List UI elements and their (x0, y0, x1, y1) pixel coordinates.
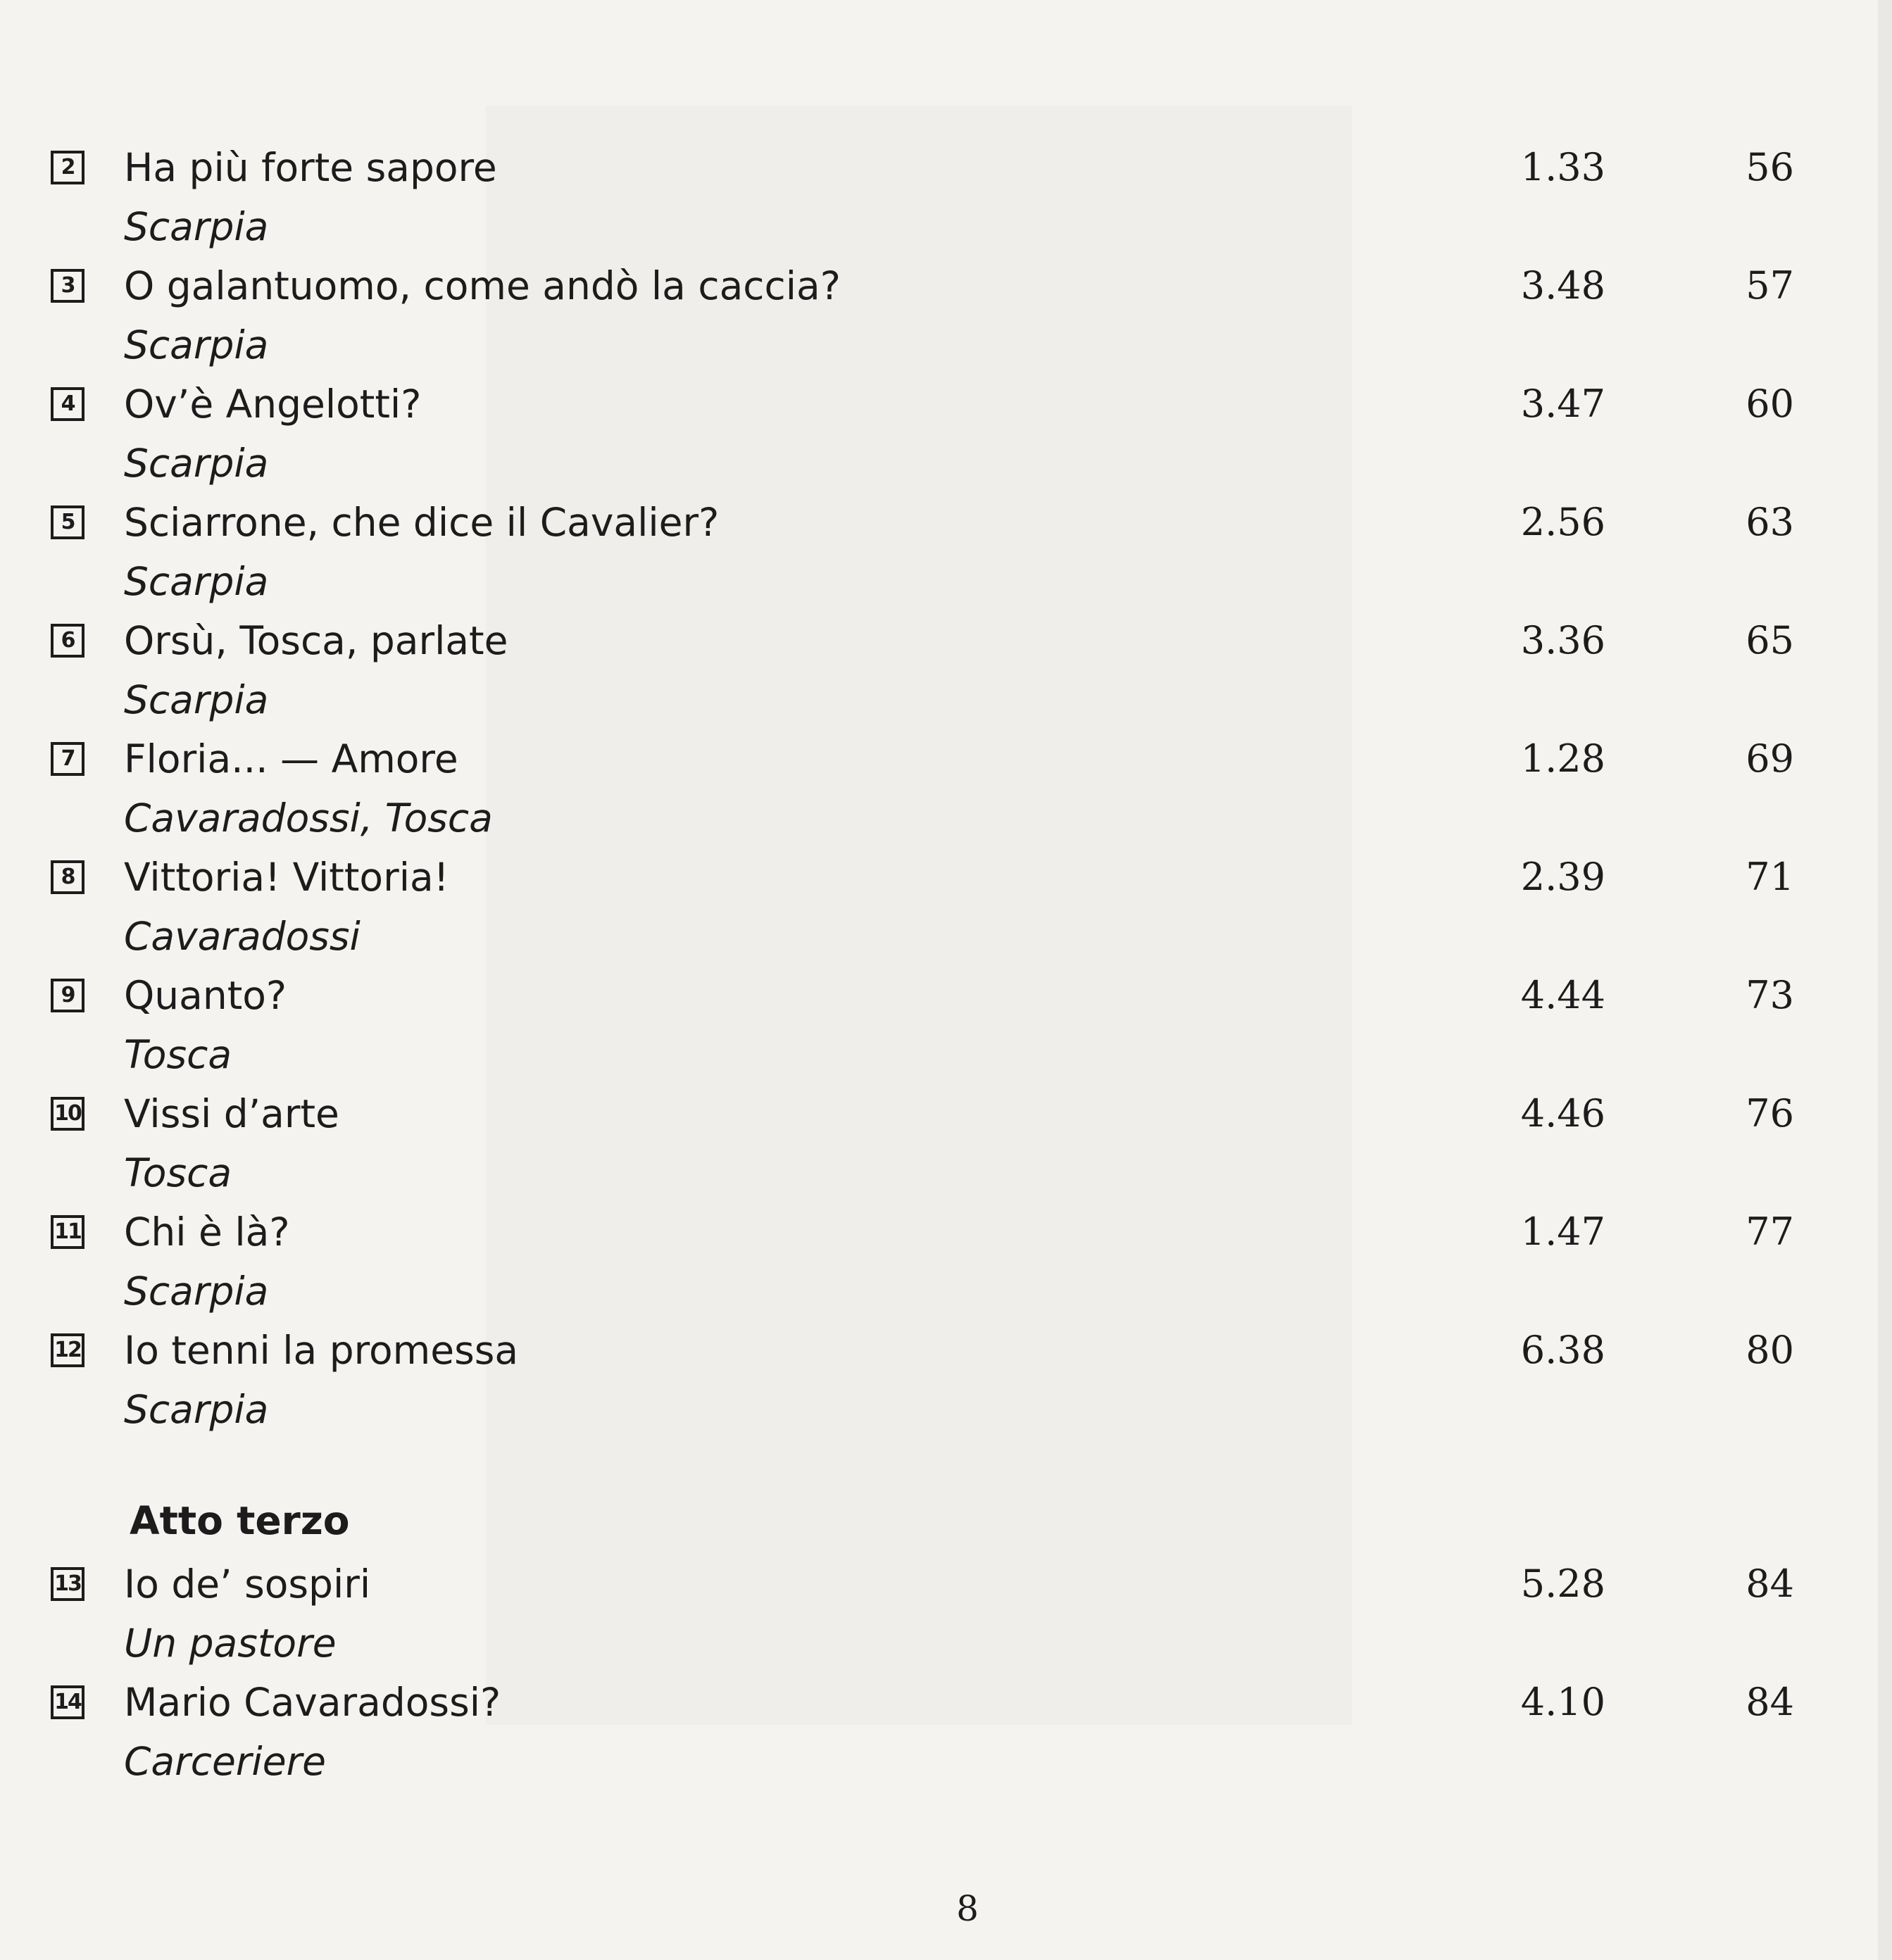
track-page: 57 (1746, 263, 1794, 308)
track-role: Cavaradossi (124, 914, 361, 959)
track-duration: 4.46 (1520, 1091, 1605, 1136)
track-title: Quanto? (124, 973, 287, 1018)
track-page: 77 (1746, 1210, 1794, 1254)
track-entry (0, 377, 1892, 496)
track-number-box: 13 (51, 1567, 84, 1601)
track-title: Ov’è Angelotti? (124, 382, 422, 427)
track-page: 71 (1746, 855, 1794, 899)
track-number-box: 10 (51, 1097, 84, 1131)
track-duration: 4.10 (1520, 1680, 1605, 1724)
track-title: Io de’ sospiri (124, 1562, 371, 1607)
track-number-box: 9 (51, 979, 84, 1012)
track-role: Scarpia (124, 1387, 269, 1432)
track-duration: 3.47 (1520, 382, 1605, 426)
track-number-box: 3 (51, 269, 84, 303)
track-duration: 4.44 (1520, 973, 1605, 1017)
track-number-box: 11 (51, 1215, 84, 1249)
track-role: Tosca (124, 1150, 232, 1195)
track-role: Tosca (124, 1032, 232, 1077)
track-entry (0, 732, 1892, 850)
track-number-box: 7 (51, 742, 84, 776)
track-number-box: 14 (51, 1685, 84, 1719)
track-duration: 2.56 (1520, 500, 1605, 544)
track-title: Mario Cavaradossi? (124, 1680, 501, 1725)
track-title: Chi è là? (124, 1210, 290, 1255)
track-page: 76 (1746, 1091, 1794, 1136)
track-number-box: 12 (51, 1333, 84, 1367)
track-page: 84 (1746, 1680, 1794, 1724)
track-page: 65 (1746, 618, 1794, 662)
track-entry (0, 141, 1892, 259)
track-entry (0, 1557, 1892, 1676)
track-duration: 1.33 (1520, 145, 1605, 189)
track-duration: 1.28 (1520, 736, 1605, 781)
track-role: Carceriere (124, 1739, 326, 1784)
track-duration: 6.38 (1520, 1328, 1605, 1372)
track-duration: 3.48 (1520, 263, 1605, 308)
track-duration: 2.39 (1520, 855, 1605, 899)
page-number: 8 (956, 1888, 979, 1929)
track-title: Io tenni la promessa (124, 1328, 519, 1373)
track-page: 84 (1746, 1562, 1794, 1606)
track-duration: 3.36 (1520, 618, 1605, 662)
track-entry (0, 1324, 1892, 1442)
track-role: Scarpia (124, 1269, 269, 1314)
track-entry (0, 969, 1892, 1087)
track-entry (0, 1087, 1892, 1205)
track-role: Scarpia (124, 204, 269, 249)
track-page: 56 (1746, 145, 1794, 189)
track-page: 69 (1746, 736, 1794, 781)
track-title: Orsù, Tosca, parlate (124, 618, 508, 663)
track-role: Scarpia (124, 677, 269, 722)
track-title: Floria... — Amore (124, 736, 458, 781)
track-page: 80 (1746, 1328, 1794, 1372)
track-title: Sciarrone, che dice il Cavalier? (124, 500, 720, 545)
section-heading: Atto terzo (130, 1498, 350, 1543)
track-page: 73 (1746, 973, 1794, 1017)
track-entry (0, 259, 1892, 377)
track-duration: 5.28 (1520, 1562, 1605, 1606)
track-number-box: 5 (51, 505, 84, 539)
track-entry (0, 1676, 1892, 1794)
track-number-box: 6 (51, 624, 84, 658)
track-entry (0, 614, 1892, 732)
track-entry (0, 850, 1892, 969)
track-duration: 1.47 (1520, 1210, 1605, 1254)
track-number-box: 2 (51, 151, 84, 184)
track-role: Un pastore (124, 1621, 337, 1666)
track-title: Vittoria! Vittoria! (124, 855, 449, 900)
track-page: 60 (1746, 382, 1794, 426)
track-role: Cavaradossi, Tosca (124, 796, 493, 841)
track-role: Scarpia (124, 322, 269, 367)
track-title: O galantuomo, come andò la caccia? (124, 263, 841, 308)
track-page: 63 (1746, 500, 1794, 544)
track-role: Scarpia (124, 441, 269, 486)
track-entry (0, 496, 1892, 614)
track-title: Ha più forte sapore (124, 145, 497, 190)
track-number-box: 8 (51, 860, 84, 894)
track-title: Vissi d’arte (124, 1091, 339, 1136)
track-role: Scarpia (124, 559, 269, 604)
track-number-box: 4 (51, 387, 84, 421)
track-entry (0, 1205, 1892, 1324)
